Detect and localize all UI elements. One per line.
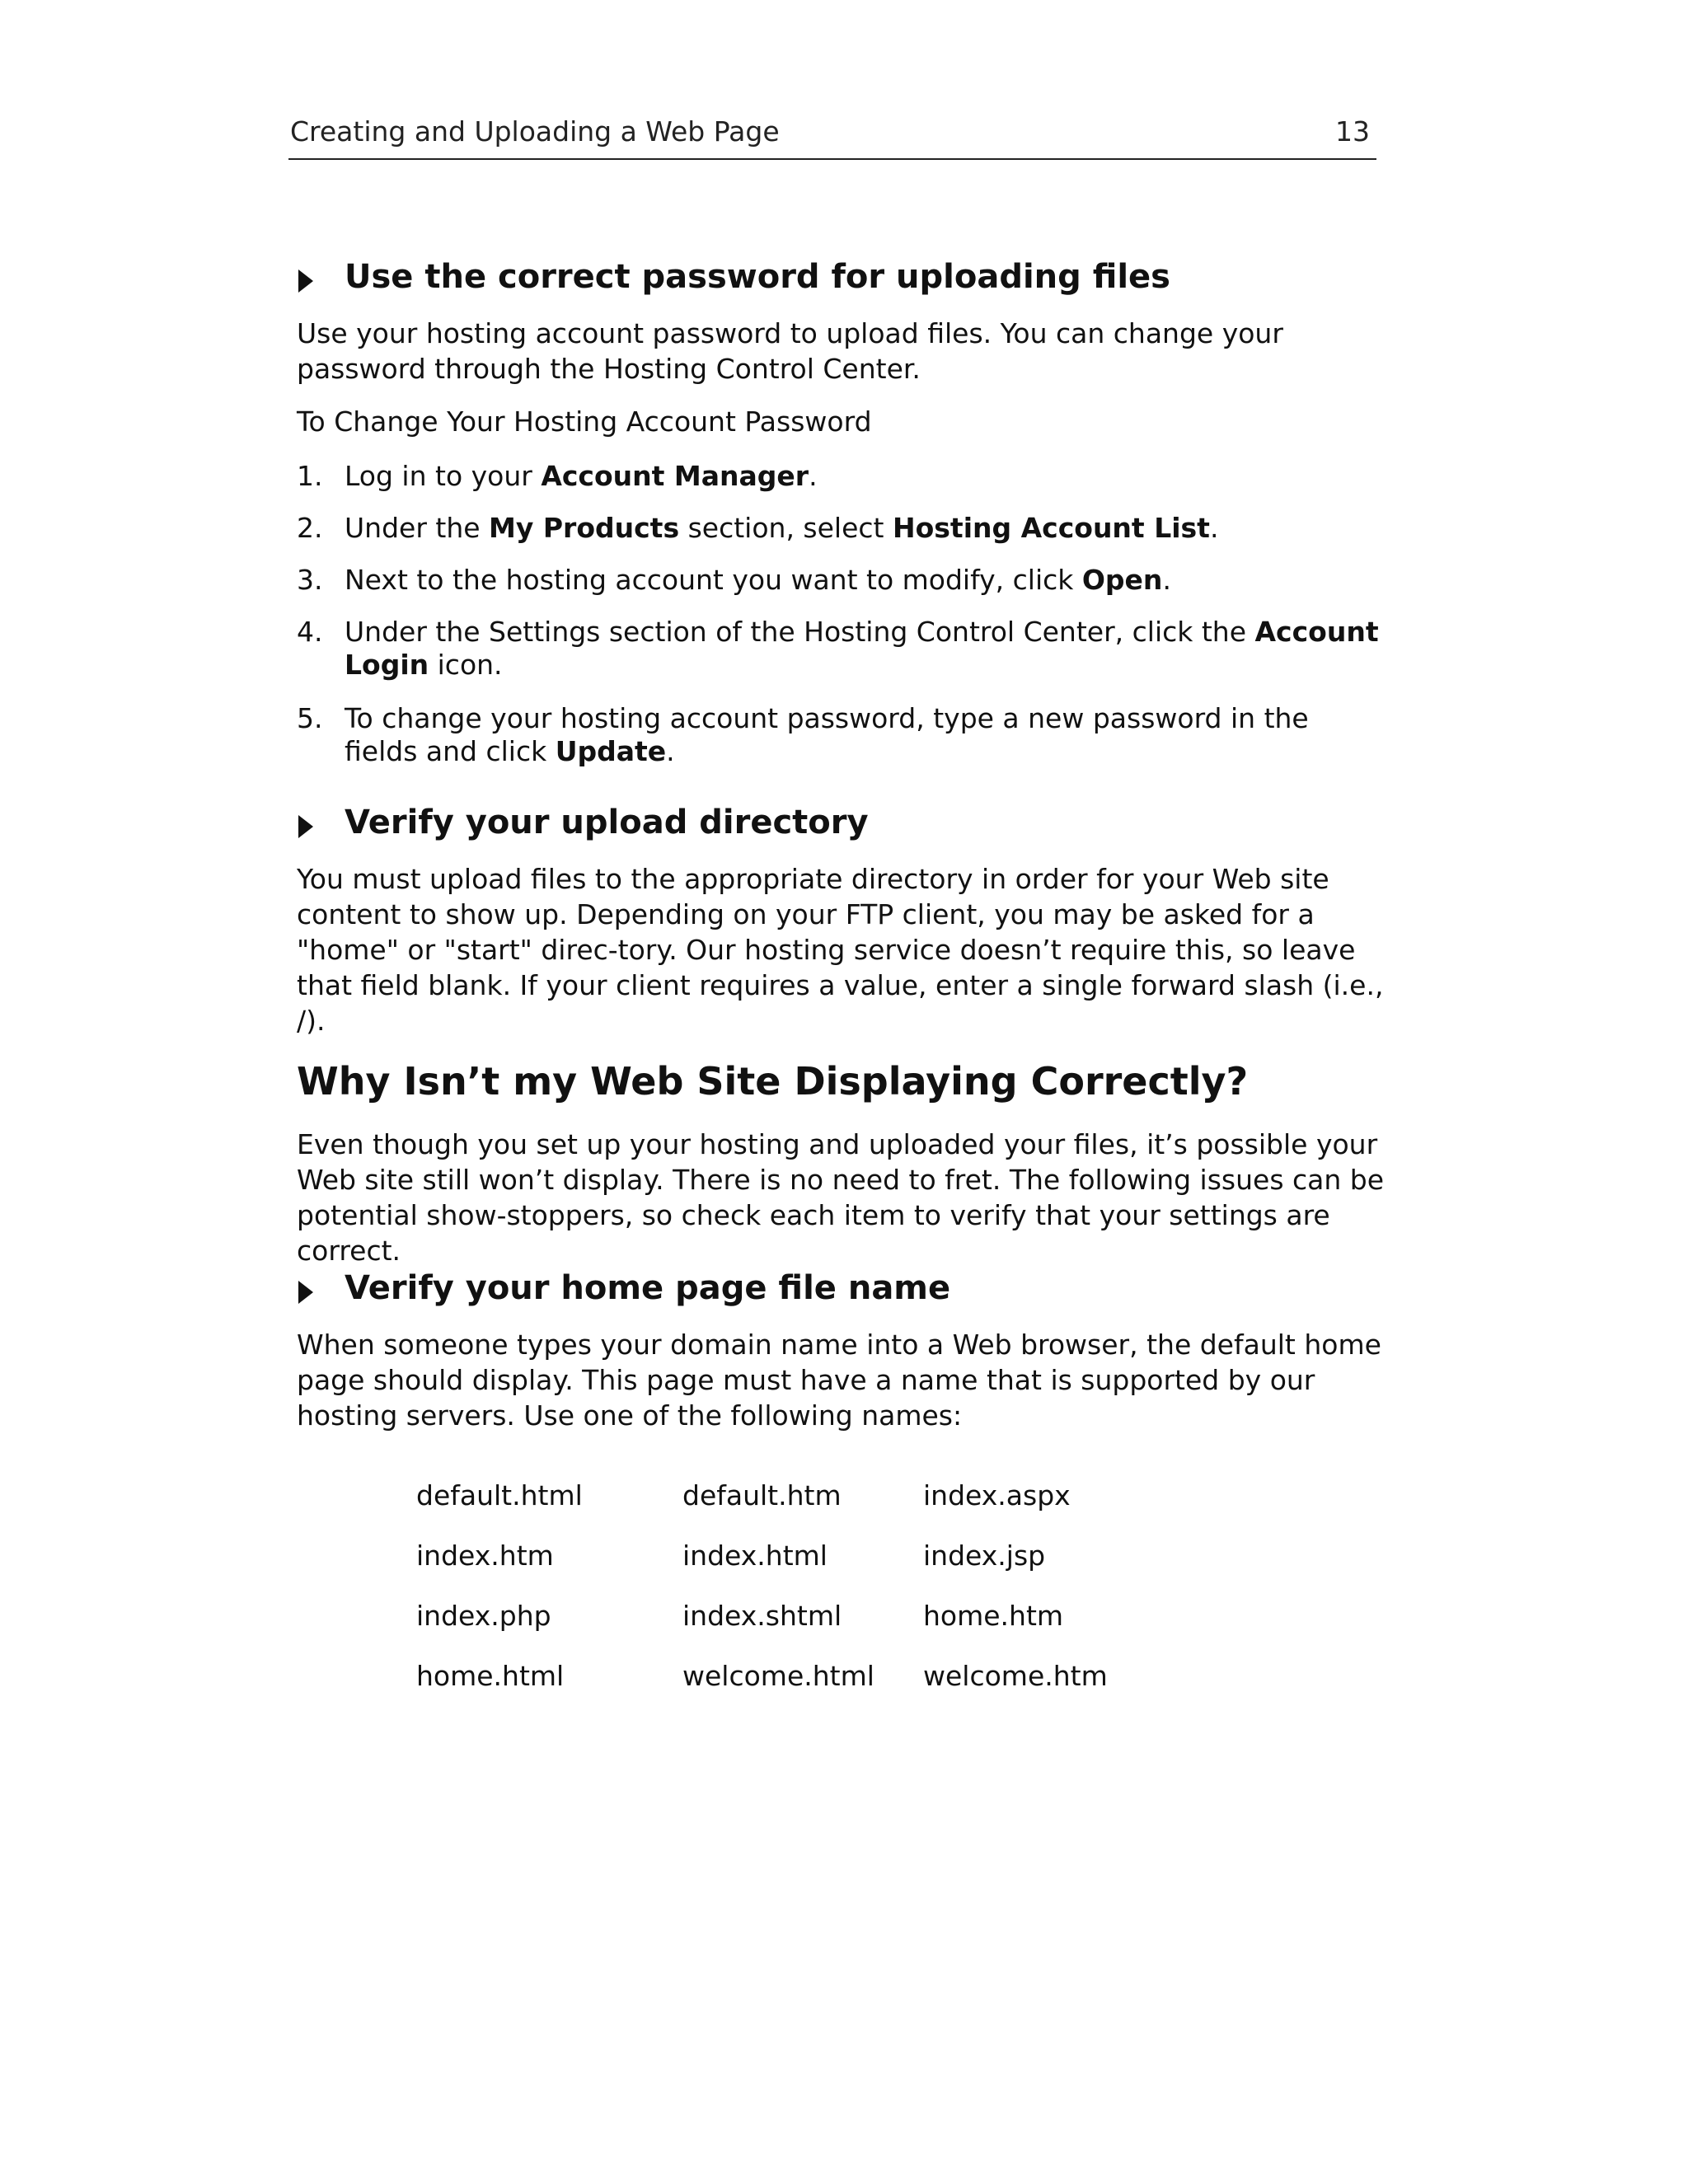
filename-cell: index.shtml [682, 1600, 842, 1632]
running-header [288, 112, 1376, 160]
header-title: Creating and Uploading a Web Page [290, 115, 780, 148]
procedure-title: To Change Your Hosting Account Password [297, 405, 872, 438]
filename-cell: default.html [416, 1479, 583, 1511]
main-heading-web-site-display: Why Isn’t my Web Site Displaying Correctly? [297, 1059, 1249, 1104]
display-paragraph: Even though you set up your hosting and uploaded your files, it’s possible your Web site still won’t display. There is no need to fret. The following issues can be potential show-stoppers, so check each item to verify that your settings are correct. [297, 1128, 1385, 1267]
filename-cell: index.php [416, 1600, 551, 1632]
upload-directory-paragraph: You must upload files to the appropriate directory in order for your Web site content to show up. Depending on your FTP client, you may be asked for a "home" or "start" direc-tory. Our hosting service doesn’t require this, so leave that field blank. If your client requires a value, enter a single forward slash (i.e., /). [297, 863, 1384, 1037]
home-page-paragraph: When someone types your domain name into a Web browser, the default home page should display. This page must have a name that is supported by our hosting servers. Use one of the following names: [297, 1329, 1381, 1432]
document-page: Creating and Uploading a Web Page 13 Use the correct password for uploading files Use your hosting account password to upload files. You can change your password through the Hosting Control Center. To Change Your Hosting Account Password 1. Log in to your Account Manager. 2. Under the My Products section, select Hosting Account List. 3. Next to the hosting account you want to modify, click Open. 4. Under the Settings section of the Hosting Control Center, click the Account Login icon. 5. To change your hosting account password, type a new password in the fields and click Update. Verify your upload directory You must upload files to the appropriate directory in order for your Web site content to show up. Depending on your FTP client, you may be asked for a "home" or "start" direc-tory. Our hosting service doesn’t require this, so leave that field blank. If your client requires a value, enter a single forward slash (i.e., /). Why Isn’t my Web Site Displaying Correctly? Even though you set up your hosting and uploaded your files, it’s possible your Web site still won’t display. There is no need to fret. The following issues can be potential show-stoppers, so check each item to verify that your settings are correct. Verify your home page file name When someone types your domain name into a Web browser, the default home page should display. This page must have a name that is supported by our hosting servers. Use one of the following names: default.html default.htm index.aspx index.htm index.html index.jsp index.php index.shtml home.htm home.html welcome.html welcome.htm [0, 0, 1688, 2184]
triangle-bullet-icon [298, 815, 313, 838]
password-paragraph: Use your hosting account password to upload files. You can change your password through the Hosting Control Center. [297, 317, 1283, 385]
filename-cell: index.htm [416, 1540, 554, 1572]
filename-cell: welcome.html [682, 1660, 874, 1692]
triangle-bullet-icon [298, 269, 313, 293]
triangle-bullet-icon [298, 1281, 313, 1304]
filename-cell: home.htm [923, 1600, 1064, 1632]
filename-cell: home.html [416, 1660, 565, 1692]
filename-cell: index.html [682, 1540, 828, 1572]
filename-cell: default.htm [682, 1479, 842, 1511]
page-number: 13 [1335, 115, 1370, 148]
filename-cell: welcome.htm [923, 1660, 1108, 1692]
filename-cell: index.aspx [923, 1479, 1071, 1511]
filename-cell: index.jsp [923, 1540, 1046, 1572]
